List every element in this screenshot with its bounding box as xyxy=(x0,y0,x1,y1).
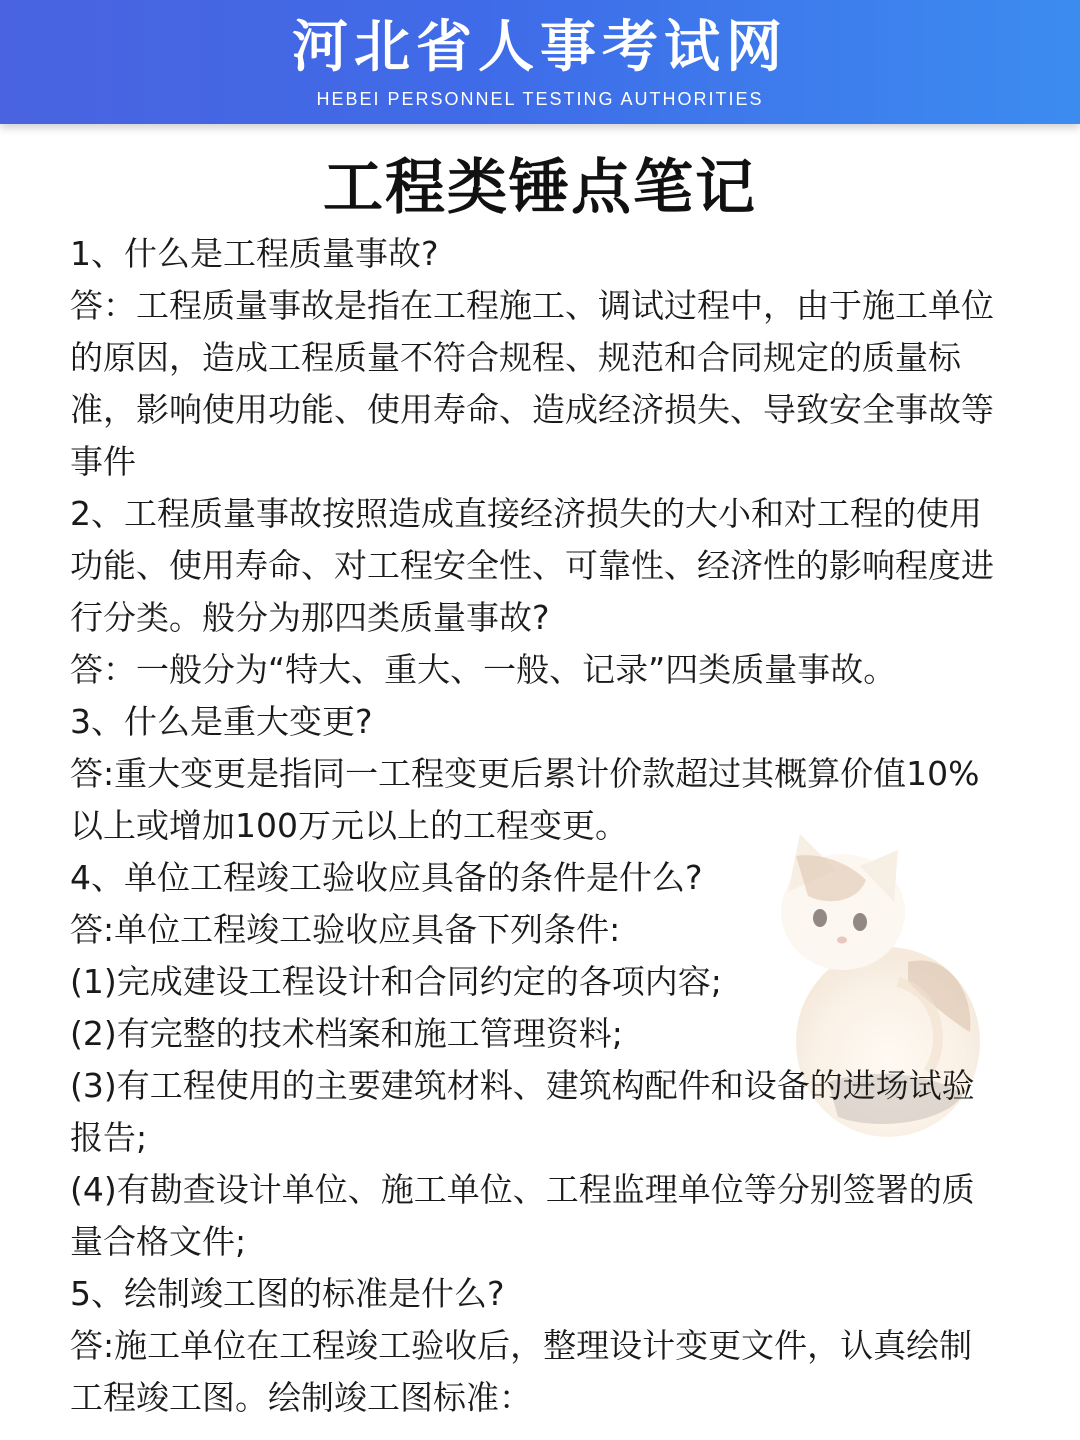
text-line: (2)有完整的技术档案和施工管理资料; xyxy=(70,1014,623,1053)
text-line: 以上或增加100万元以上的工程变更。 xyxy=(70,806,628,845)
text-line: 准，影响使用功能、使用寿命、造成经济损失、导致安全事故等 xyxy=(70,390,994,429)
text-line: 5、绘制竣工图的标准是什么? xyxy=(70,1274,505,1313)
text-line: (1)完成建设工程设计和合同约定的各项内容; xyxy=(70,962,722,1001)
text-line: 答:施工单位在工程竣工验收后，整理设计变更文件，认真绘制 xyxy=(70,1326,973,1365)
text-line: 的原因，造成工程质量不符合规程、规范和合同规定的质量标 xyxy=(70,338,961,377)
text-line: 答：工程质量事故是指在工程施工、调试过程中，由于施工单位 xyxy=(70,286,994,325)
text-line: 2、工程质量事故按照造成直接经济损失的大小和对工程的使用 xyxy=(70,494,982,533)
document-body xyxy=(70,228,1045,1424)
text-line: 1、什么是工程质量事故? xyxy=(70,234,439,273)
text-line: 功能、使用寿命、对工程安全性、可靠性、经济性的影响程度进 xyxy=(70,546,994,585)
site-name: 河北省人事考试网 xyxy=(292,15,788,80)
text-line: 报告; xyxy=(70,1118,148,1157)
text-line: 4、单位工程竣工验收应具备的条件是什么? xyxy=(70,858,703,897)
text-line: 答:重大变更是指同一工程变更后累计价款超过其概算价值10% xyxy=(70,754,980,793)
text-line: 工程竣工图。绘制竣工图标准： xyxy=(70,1378,532,1417)
site-name-english: HEBEI PERSONNEL TESTING AUTHORITIES xyxy=(316,89,764,109)
text-line: (4)有勘查设计单位、施工单位、工程监理单位等分别签署的质 xyxy=(70,1170,975,1209)
text-line: 答：一般分为“特大、重大、一般、记录”四类质量事故。 xyxy=(70,650,897,689)
text-line: 行分类。般分为那四类质量事故? xyxy=(70,598,550,637)
document-title: 工程类锤点笔记 xyxy=(323,153,757,223)
site-header-banner xyxy=(0,0,1080,124)
text-line: 3、什么是重大变更? xyxy=(70,702,373,741)
text-line: 答:单位工程竣工验收应具备下列条件: xyxy=(70,910,621,949)
text-line: (3)有工程使用的主要建筑材料、建筑构配件和设备的进场试验 xyxy=(70,1066,975,1105)
text-line: 量合格文件; xyxy=(70,1222,247,1261)
text-line: 事件 xyxy=(70,442,136,481)
